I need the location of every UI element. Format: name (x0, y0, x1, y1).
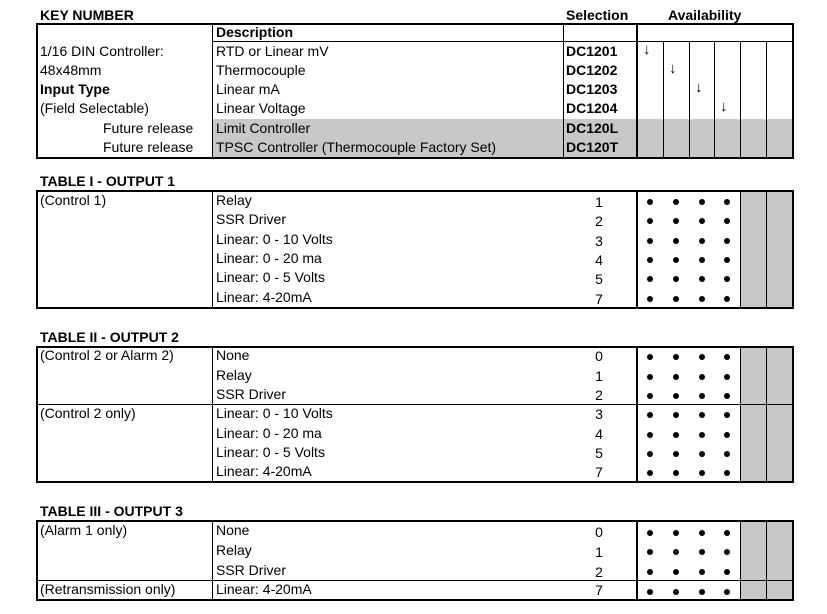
availability-dot-icon (647, 374, 653, 380)
availability-dot-icon (647, 549, 653, 555)
key-number-heading: KEY NUMBER (40, 7, 134, 23)
key-code: DC120L (566, 120, 619, 136)
availability-dot-icon (699, 530, 705, 536)
availability-dot-icon (699, 569, 705, 575)
table1-option: SSR Driver (216, 211, 287, 227)
availability-dot-icon (724, 530, 730, 536)
availability-dot-icon (647, 451, 653, 457)
table2-selection: 7 (595, 464, 603, 480)
key-left-text: Future release (103, 120, 194, 136)
key-code: DC1204 (566, 100, 618, 116)
availability-dot-icon (647, 257, 653, 263)
availability-dot-icon (724, 257, 730, 263)
key-code: DC1202 (566, 62, 618, 78)
table1-selection: 3 (595, 233, 603, 249)
availability-dot-icon (699, 218, 705, 224)
key-description: Thermocouple (216, 62, 306, 78)
table1-selection: 2 (595, 213, 603, 229)
availability-dot-icon (673, 549, 679, 555)
down-arrow-icon: ↓ (720, 98, 728, 115)
availability-dot-icon (699, 470, 705, 476)
down-arrow-icon: ↓ (643, 41, 651, 58)
availability-dot-icon (673, 470, 679, 476)
table3-group-label: (Retransmission only) (40, 581, 176, 597)
table3-selection: 0 (595, 524, 603, 540)
availability-dot-icon (647, 530, 653, 536)
availability-dot-icon (724, 549, 730, 555)
availability-dot-icon (673, 199, 679, 205)
availability-dot-icon (647, 569, 653, 575)
availability-dot-icon (647, 393, 653, 399)
availability-dot-icon (673, 432, 679, 438)
table1-group-label: (Control 1) (40, 192, 107, 208)
table1-option: Linear: 4-20mA (216, 289, 312, 305)
availability-dot-icon (724, 354, 730, 360)
availability-dot-icon (647, 296, 653, 302)
table3-option: SSR Driver (216, 562, 287, 578)
availability-dot-icon (699, 374, 705, 380)
availability-dot-icon (724, 296, 730, 302)
table1-title: TABLE I - OUTPUT 1 (40, 173, 176, 189)
availability-dot-icon (673, 393, 679, 399)
availability-dot-icon (647, 432, 653, 438)
table2-title: TABLE II - OUTPUT 2 (40, 329, 179, 345)
key-description: Linear Voltage (216, 100, 306, 116)
availability-dot-icon (724, 238, 730, 244)
availability-dot-icon (699, 432, 705, 438)
availability-dot-icon (647, 470, 653, 476)
down-arrow-icon: ↓ (669, 60, 677, 77)
table2-selection: 0 (595, 348, 603, 364)
table3-option: Linear: 4-20mA (216, 581, 312, 597)
availability-dot-icon (724, 569, 730, 575)
availability-dot-icon (699, 199, 705, 205)
availability-dot-icon (673, 589, 679, 595)
table2-option: Linear: 4-20mA (216, 463, 312, 479)
key-description: RTD or Linear mV (216, 43, 329, 59)
key-code: DC1201 (566, 43, 618, 59)
table2-option: Linear: 0 - 20 ma (216, 425, 322, 441)
key-description: TPSC Controller (Thermocouple Factory Set) (216, 139, 497, 155)
availability-dot-icon (673, 530, 679, 536)
table3-title: TABLE III - OUTPUT 3 (40, 503, 183, 519)
table1-selection: 7 (595, 291, 603, 307)
availability-dot-icon (673, 238, 679, 244)
table3-option: None (216, 522, 250, 538)
availability-dot-icon (724, 218, 730, 224)
availability-dot-icon (673, 374, 679, 380)
availability-dot-icon (699, 238, 705, 244)
table1-selection: 5 (595, 271, 603, 287)
availability-dot-icon (699, 354, 705, 360)
availability-dot-icon (699, 412, 705, 418)
availability-dot-icon (724, 589, 730, 595)
table1-option: Linear: 0 - 20 ma (216, 250, 322, 266)
availability-dot-icon (673, 451, 679, 457)
availability-dot-icon (647, 276, 653, 282)
table2-group-label: (Control 2 or Alarm 2) (40, 347, 174, 363)
availability-dot-icon (673, 257, 679, 263)
table2-selection: 1 (595, 368, 603, 384)
key-left-text: (Field Selectable) (40, 100, 149, 116)
table2-option: SSR Driver (216, 386, 287, 402)
availability-dot-icon (673, 569, 679, 575)
availability-dot-icon (724, 432, 730, 438)
table2-option: Linear: 0 - 5 Volts (216, 444, 325, 460)
availability-dot-icon (647, 238, 653, 244)
table1-option: Linear: 0 - 5 Volts (216, 269, 325, 285)
table2-selection: 3 (595, 406, 603, 422)
key-description: Limit Controller (216, 120, 311, 136)
availability-dot-icon (673, 412, 679, 418)
description-header: Description (216, 24, 294, 40)
availability-dot-icon (647, 412, 653, 418)
table2-selection: 4 (595, 426, 603, 442)
table3-selection: 2 (595, 564, 603, 580)
down-arrow-icon: ↓ (695, 79, 703, 96)
availability-dot-icon (724, 412, 730, 418)
availability-dot-icon (699, 549, 705, 555)
table1-selection: 4 (595, 252, 603, 268)
availability-dot-icon (699, 257, 705, 263)
availability-dot-icon (647, 199, 653, 205)
table2-option: Relay (216, 367, 252, 383)
table2-group-label: (Control 2 only) (40, 405, 136, 421)
availability-dot-icon (724, 374, 730, 380)
table1-option: Linear: 0 - 10 Volts (216, 231, 333, 247)
table1-option: Relay (216, 192, 252, 208)
availability-dot-icon (647, 218, 653, 224)
availability-dot-icon (724, 451, 730, 457)
key-left-text: 48x48mm (40, 62, 102, 78)
selection-heading: Selection (566, 7, 629, 23)
availability-dot-icon (647, 589, 653, 595)
availability-dot-icon (724, 199, 730, 205)
availability-dot-icon (724, 470, 730, 476)
key-left-text: Future release (103, 139, 194, 155)
key-left-text: Input Type (40, 81, 110, 97)
table3-selection: 7 (595, 582, 603, 598)
availability-dot-icon (673, 296, 679, 302)
table1-selection: 1 (595, 194, 603, 210)
availability-dot-icon (724, 276, 730, 282)
key-description: Linear mA (216, 81, 280, 97)
table3-group-label: (Alarm 1 only) (40, 522, 128, 538)
table2-option: Linear: 0 - 10 Volts (216, 405, 333, 421)
availability-dot-icon (647, 354, 653, 360)
table2-selection: 5 (595, 445, 603, 461)
table2-option: None (216, 347, 250, 363)
key-code: DC1203 (566, 81, 618, 97)
availability-dot-icon (673, 276, 679, 282)
availability-dot-icon (699, 276, 705, 282)
availability-dot-icon (699, 393, 705, 399)
availability-dot-icon (699, 296, 705, 302)
availability-heading: Availability (668, 7, 742, 23)
table3-selection: 1 (595, 544, 603, 560)
availability-dot-icon (724, 393, 730, 399)
table3-option: Relay (216, 542, 252, 558)
availability-dot-icon (699, 589, 705, 595)
availability-dot-icon (673, 354, 679, 360)
table2-selection: 2 (595, 387, 603, 403)
key-left-text: 1/16 DIN Controller: (40, 43, 164, 59)
availability-dot-icon (673, 218, 679, 224)
key-code: DC120T (566, 139, 619, 155)
availability-dot-icon (699, 451, 705, 457)
